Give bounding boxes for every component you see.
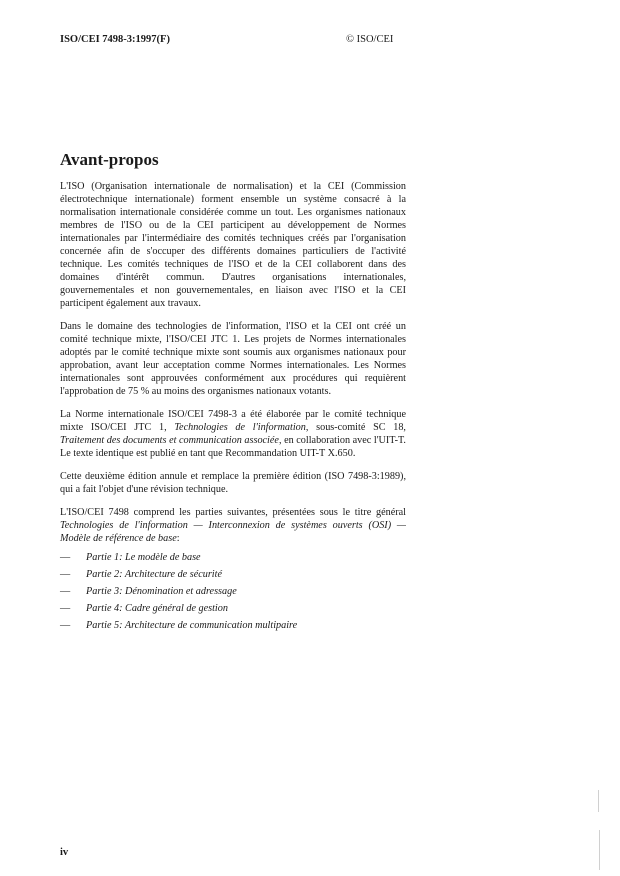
list-dash: — xyxy=(60,569,71,580)
list-dash: — xyxy=(60,552,71,563)
part-title: Partie 5: Architecture de communication multipaire xyxy=(86,620,298,631)
part-title: Partie 3: Dénomination et adressage xyxy=(86,586,237,597)
text-run: , en collaboration avec l'UIT-T. Le texte identique est publié en tant que Recommandation UIT-T X.650. xyxy=(60,435,406,459)
part-title: Partie 2: Architecture de sécurité xyxy=(86,569,222,580)
header-copyright: © ISO/CEI xyxy=(346,34,394,45)
scan-artifact xyxy=(599,830,600,870)
text-run: La Norme internationale ISO/CEI 7498-3 a été élaborée par le comité technique mixte ISO/CEI JTC 1, xyxy=(60,409,406,433)
list-item xyxy=(60,619,406,636)
list-dash: — xyxy=(60,603,71,614)
paragraph-elaboration xyxy=(60,408,406,460)
part-title: Partie 1: Le modèle de base xyxy=(86,552,201,563)
list-dash: — xyxy=(60,620,71,631)
text-run: : xyxy=(176,533,180,544)
list-item xyxy=(60,585,406,602)
part-title: Partie 4: Cadre général de gestion xyxy=(86,603,228,614)
scan-artifact xyxy=(598,790,599,812)
parts-list xyxy=(60,551,406,636)
italic-run: Traitement des documents et communication associée xyxy=(60,435,279,446)
paragraph-jtc1: Dans le domaine des technologies de l'information, l'ISO et la CEI ont créé un comité technique mixte, l'ISO/CEI JTC 1. Les projets de Normes internationales adoptés par le comité technique mixte sont soumis aux organismes nationaux pour approbation, avant leur acceptation comme Normes internationales. Les Normes internationales sont approuvées conformément aux procédures qui requièrent l'approbation de 75 % au moins des organismes nationaux votants. xyxy=(60,321,406,397)
paragraph-organisations: L'ISO (Organisation internationale de normalisation) et la CEI (Commission électrotechnique internationale) forment ensemble un système consacré à la normalisation internationale considérée comme un tout. Les organismes nationaux membres de l'ISO ou de la CEI participent au développement de Normes internationales par l'intermédiaire des comités techniques créés par l'organisation concernée afin de s'occuper des différents domaines particuliers de l'activité technique. Les comités techniques de l'ISO et de la CEI collaborent dans des domaines d'intérêt commun. D'autres organisations internationales, gouvernementales et non gouvernementales, en liaison avec l'ISO et la CEI participent également aux travaux. xyxy=(60,181,406,309)
list-item xyxy=(60,602,406,619)
header-document-id: ISO/CEI 7498-3:1997(F) xyxy=(60,34,170,45)
text-run: , sous-comité SC 18, xyxy=(305,422,406,433)
list-item xyxy=(60,568,406,585)
italic-run: Technologies de l'information xyxy=(174,422,306,433)
text-run: L'ISO/CEI 7498 comprend les parties suivantes, présentées sous le titre général xyxy=(60,507,406,518)
list-item xyxy=(60,551,406,568)
italic-run: Technologies de l'information — Interconnexion de systèmes ouverts (OSI) — Modèle de référence de base xyxy=(60,520,406,544)
page-number: iv xyxy=(60,847,69,858)
page-title: Avant-propos xyxy=(60,150,159,169)
paragraph-edition: Cette deuxième édition annule et remplace la première édition (ISO 7498-3:1989), qui a fait l'objet d'une révision technique. xyxy=(60,471,406,495)
paragraph-parts-intro xyxy=(60,506,406,545)
foreword-body xyxy=(60,180,406,636)
list-dash: — xyxy=(60,586,71,597)
